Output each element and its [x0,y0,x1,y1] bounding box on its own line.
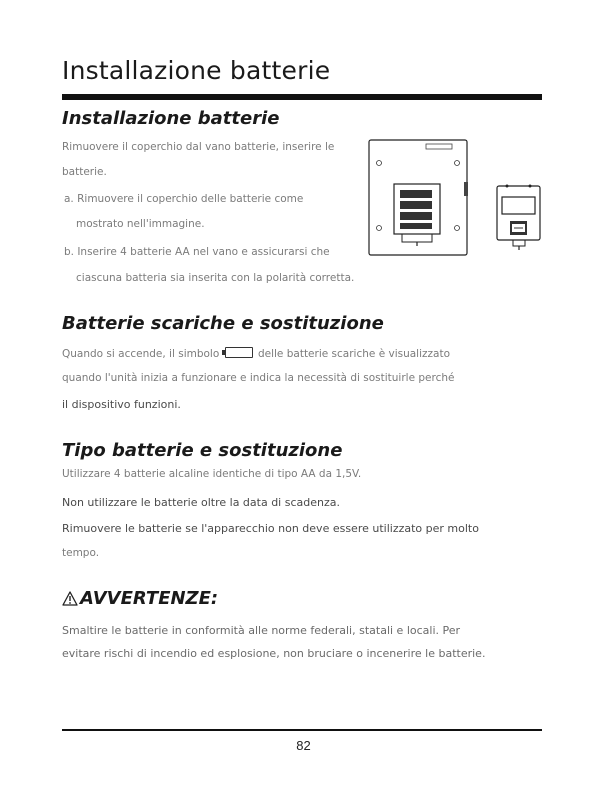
install-line-1: Rimuovere il coperchio dal vano batterie, inserire le [62,141,335,153]
battery-type-line-4: tempo. [62,547,100,559]
low-battery-icon [225,347,253,358]
install-step-b: b. Inserire 4 batterie AA nel vano e assicurarsi che [64,246,330,258]
install-step-a: a. Rimuovere il coperchio delle batterie come [64,193,304,205]
warning-line-2: evitare rischi di incendio ed esplosione, non bruciare o incenerire le batterie. [62,647,486,660]
battery-type-line-3: Rimuovere le batterie se l'apparecchio non deve essere utilizzato per molto [62,522,479,535]
battery-compartment-illustration [366,138,470,258]
low-battery-line-1-start: Quando si accende, il simbolo [62,348,220,360]
page-title: Installazione batterie [62,56,331,85]
warning-triangle-icon [62,591,78,606]
battery-type-line-1: Utilizzare 4 batterie alcaline identiche di tipo AA da 1,5V. [62,468,362,480]
warning-heading-row [62,588,218,609]
battery-type-line-2: Non utilizzare le batterie oltre la data di scadenza. [62,496,340,509]
install-heading: Installazione batterie [62,108,280,129]
footer-divider [62,729,542,731]
low-battery-heading: Batterie scariche e sostituzione [62,313,384,334]
install-step-a-cont: mostrato nell'immagine. [76,218,205,230]
low-battery-line-1 [62,347,450,360]
title-divider [62,94,542,100]
battery-cover-illustration [495,183,543,255]
warning-line-1: Smaltire le batterie in conformità alle norme federali, statali e locali. Per [62,624,461,637]
install-step-b-cont: ciascuna batteria sia inserita con la polarità corretta. [76,272,355,284]
low-battery-line-1-end: delle batterie scariche è visualizzato [257,348,451,360]
battery-type-heading: Tipo batterie e sostituzione [62,440,343,461]
warning-heading: AVVERTENZE: [80,588,219,609]
low-battery-line-3: il dispositivo funzioni. [62,398,181,411]
install-line-2: batterie. [62,166,107,178]
page-number: 82 [296,738,311,753]
low-battery-line-2: quando l'unità inizia a funzionare e indica la necessità di sostituirle perché [62,372,455,384]
